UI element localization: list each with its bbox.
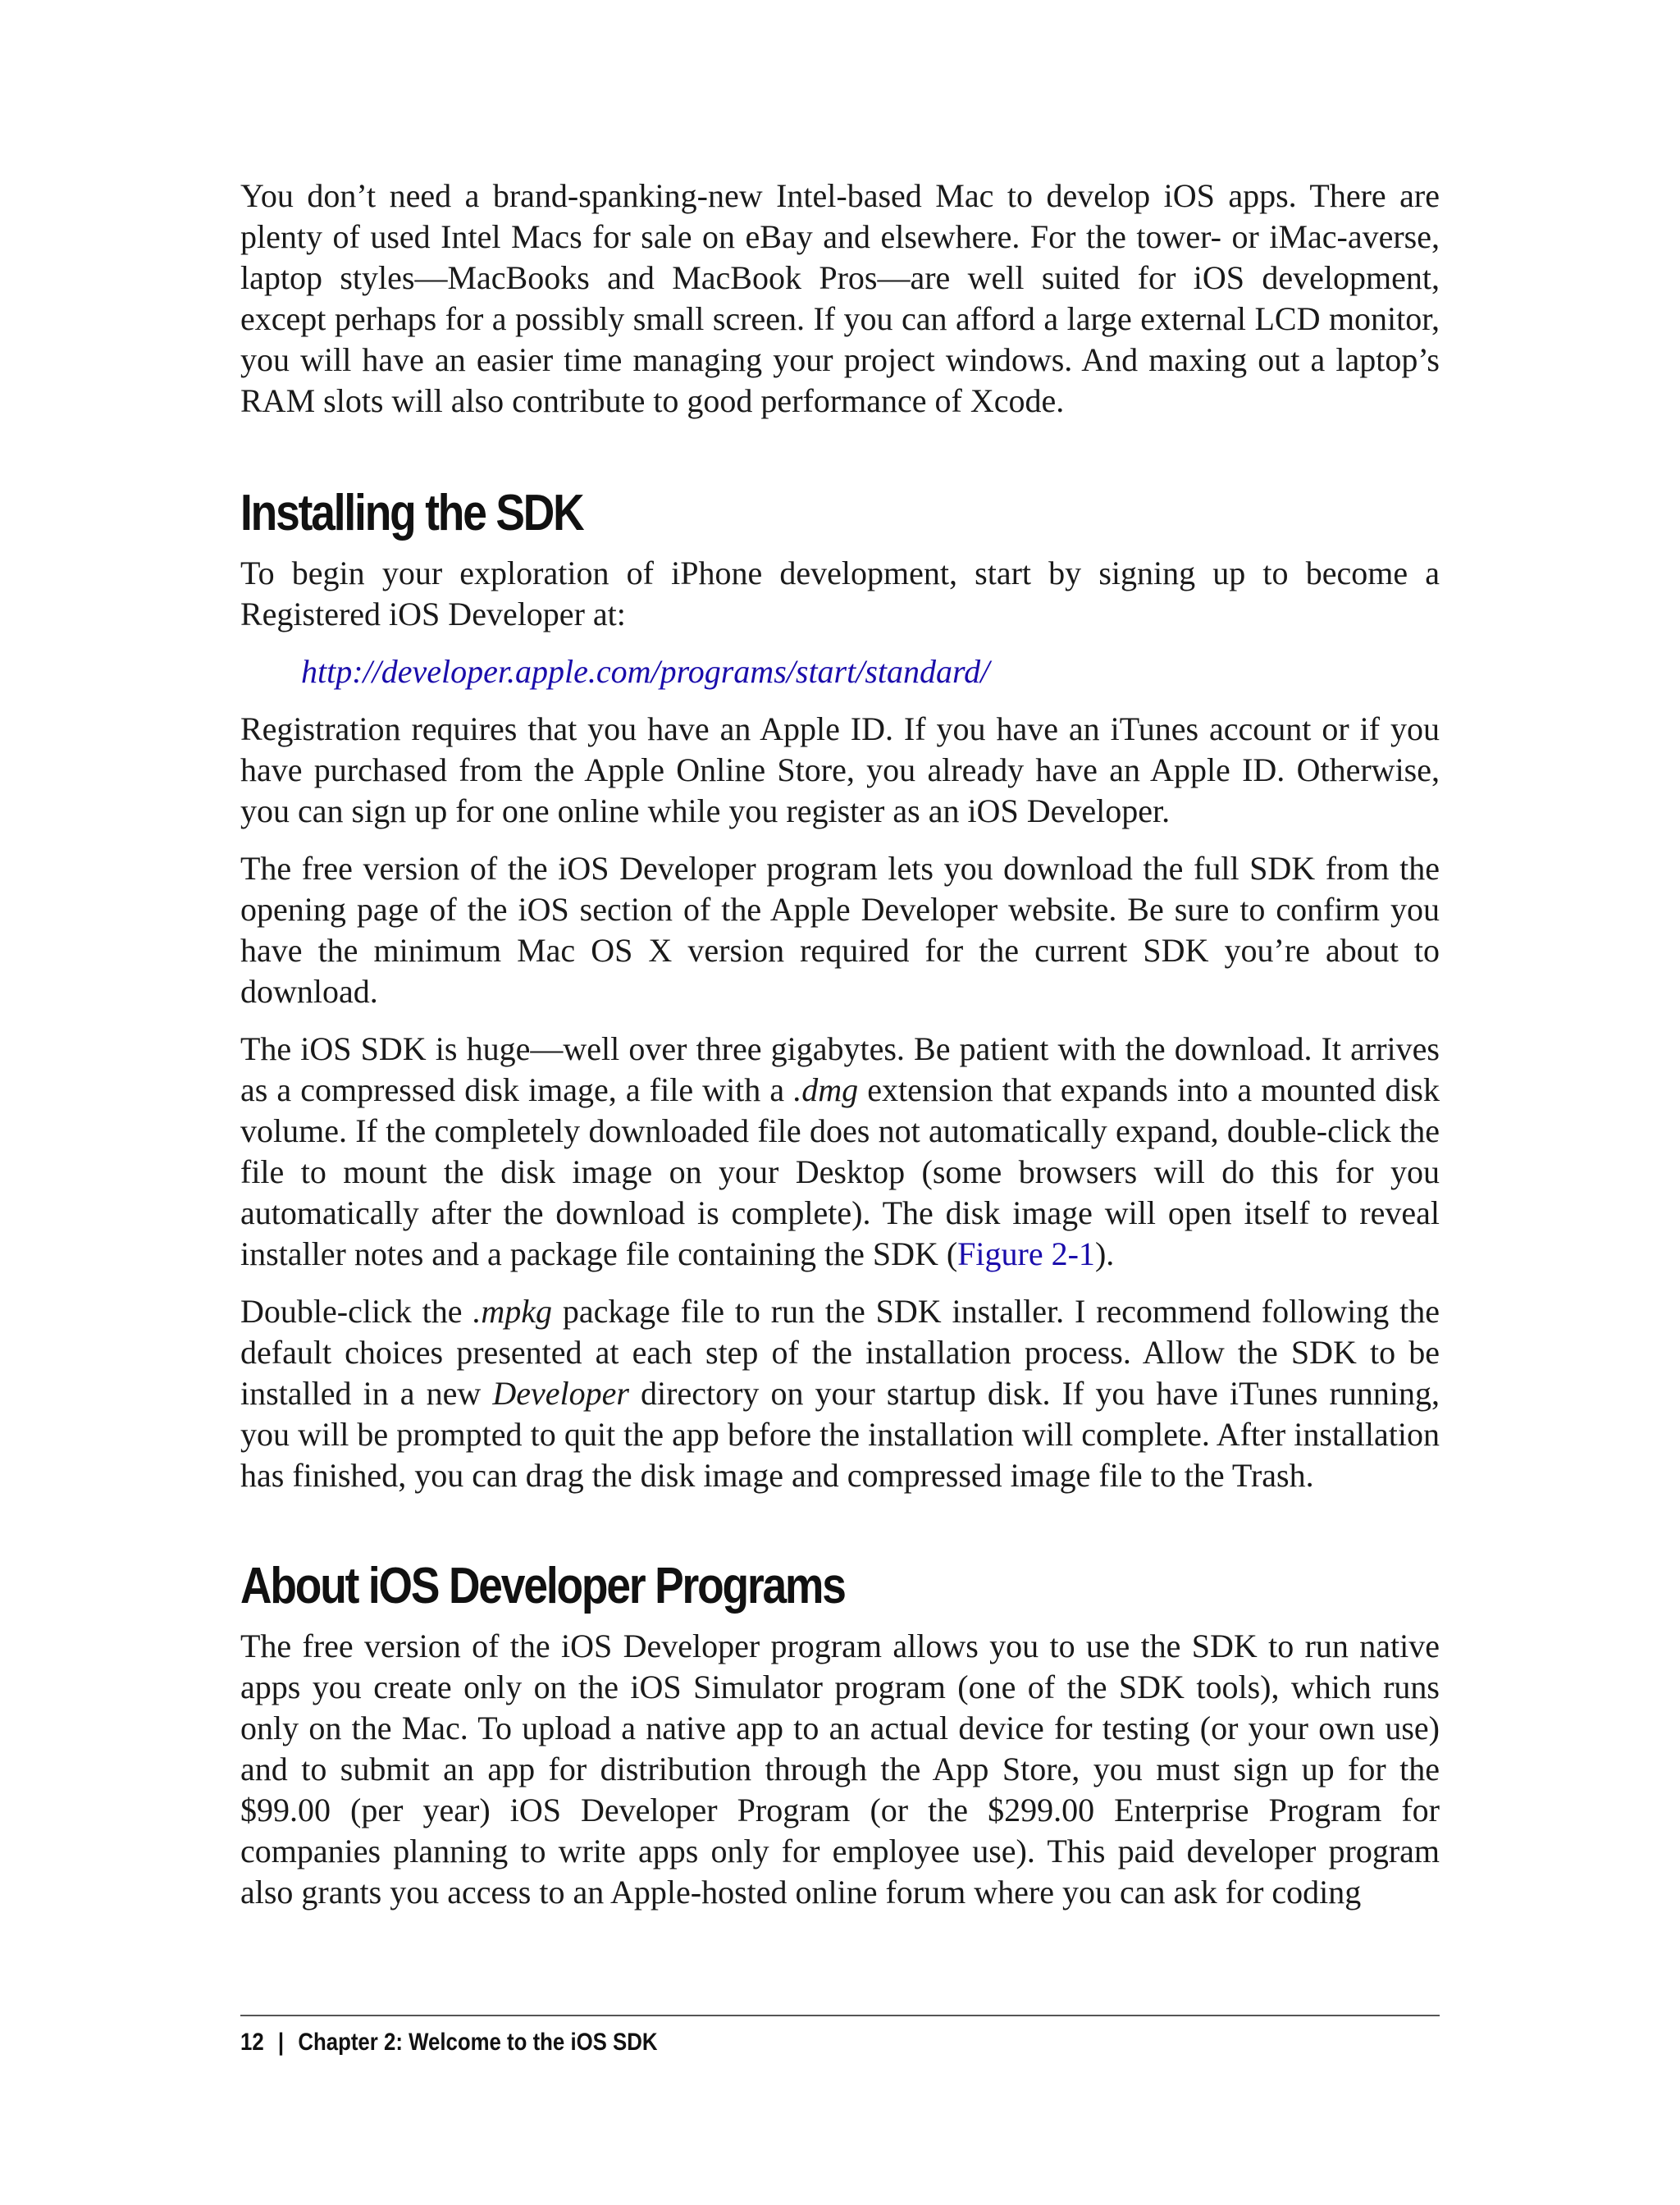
paragraph-sdk-download (240, 1029, 1440, 1275)
figure-2-1-link[interactable]: Figure 2-1 (957, 1235, 1095, 1272)
footer-divider (240, 2015, 1440, 2016)
page-footer (240, 2026, 658, 2059)
install-text-part-2: package file to run the SDK installer. I recommend following the default choices presented at each step of the installation process. Allow the SDK to be installed in a new (240, 1293, 1440, 1412)
heading-about-programs: About iOS Developer Programs (240, 1558, 845, 1614)
paragraph-intro: You don’t need a brand-spanking-new Intel-based Mac to develop iOS apps. There are plenty of used Intel Macs for sale on eBay and elsewhere. For the tower- or iMac-averse, laptop styles—MacBooks and MacBook Pros—are well suited for iOS development, except perhaps for a possibly small screen. If you can afford a large external LCD monitor, you will have an easier time managing your project windows. And maxing out a laptop’s RAM slots will also contribute to good performance of Xcode. (240, 177, 1440, 419)
developer-directory: Developer (492, 1375, 629, 1412)
page-number: 12 (240, 2029, 264, 2056)
heading-installing-sdk: Installing the SDK (240, 485, 583, 541)
paragraph-install-steps (240, 1291, 1440, 1496)
chapter-title: Chapter 2: Welcome to the iOS SDK (298, 2029, 658, 2056)
dmg-extension: .dmg (793, 1071, 859, 1108)
install-text-part-1: Double-click the (240, 1293, 473, 1330)
paragraph-registration: Registration requires that you have an Apple ID. If you have an iTunes account or if you have purchased from the Apple Online Store, you already have an Apple ID. Otherwise, you can sign up for one online while you register as an iOS Developer. (240, 710, 1440, 829)
page-content (240, 176, 1440, 1929)
paragraph-programs: The free version of the iOS Developer program allows you to use the SDK to run native apps you create only on the iOS Simulator program (one of the SDK tools), which runs only on the Mac. To upload a native app to an actual device for testing (or your own use) and to submit an app for distribution through the App Store, you must sign up for the $99.00 (per year) iOS Developer Program (or the $299.00 Enterprise Program for companies planning to write apps only for employee use). This paid developer program also grants you access to an Apple-hosted online forum where you can ask for coding (240, 1628, 1440, 1911)
sdk-text-part-1: The iOS SDK is huge—well over three gigabytes. Be patient with the download. It arrives as a compressed disk image, a file with a (240, 1030, 1440, 1108)
url-line (301, 651, 1440, 692)
paragraph-signup: To begin your exploration of iPhone development, start by signing up to become a Registered iOS Developer at: (240, 555, 1440, 632)
mpkg-extension: .mpkg (472, 1293, 552, 1330)
install-text-part-3: directory on your startup disk. If you have iTunes running, you will be prompted to quit the app before the installation will complete. After installation has finished, you can drag the disk image and compressed image file to the Trash. (240, 1375, 1440, 1494)
sdk-text-part-3: ). (1094, 1235, 1115, 1272)
developer-program-link[interactable]: http://developer.apple.com/programs/start/standard/ (301, 653, 990, 690)
paragraph-free-version: The free version of the iOS Developer program lets you download the full SDK from the opening page of the iOS section of the Apple Developer website. Be sure to confirm you have the minimum Mac OS X version required for the current SDK you’re about to download. (240, 850, 1440, 1010)
footer-separator: | (277, 2029, 285, 2056)
sdk-text-part-2: extension that expands into a mounted disk volume. If the completely downloaded file does not automatically expand, double-click the file to mount the disk image on your Desktop (some browsers will do this for you automatically after the download is complete). The disk image will open itself to reveal installer notes and a package file containing the SDK ( (240, 1071, 1440, 1272)
